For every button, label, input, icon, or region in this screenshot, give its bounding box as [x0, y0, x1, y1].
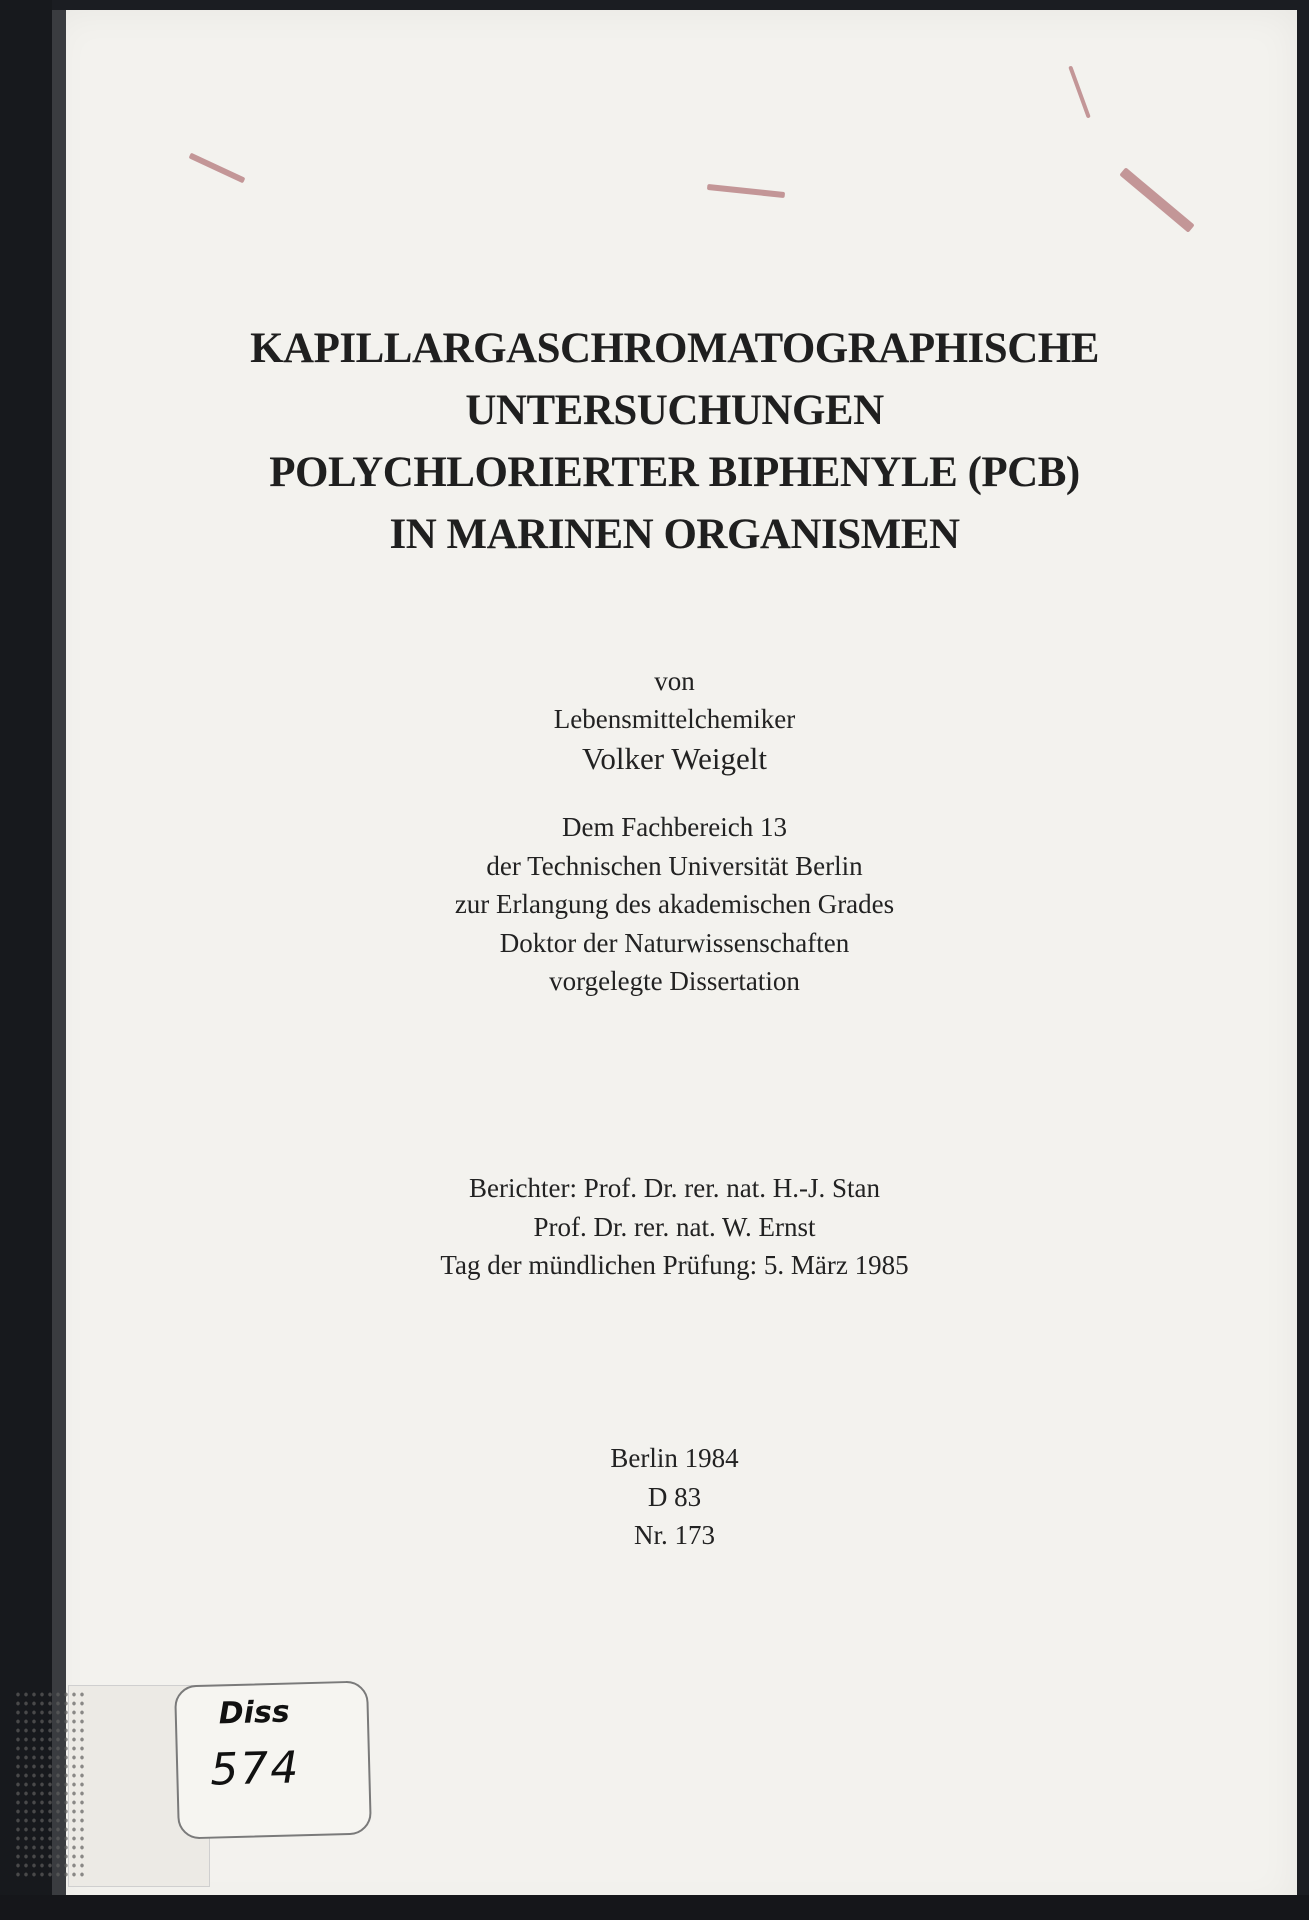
imprint-place-year: Berlin 1984 [610, 1443, 739, 1473]
dissertation-line-4: Doktor der Naturwissenschaften [499, 927, 850, 958]
dissertation-line-1: Dem Fachbereich 13 [562, 812, 787, 842]
author-preposition: von [654, 666, 695, 696]
stain-mark [707, 184, 785, 198]
dissertation-statement [52, 808, 1297, 1001]
background-edge [0, 1895, 1309, 1920]
title-page [52, 10, 1297, 1910]
author-block [52, 662, 1297, 780]
stain-mark [189, 153, 246, 184]
dissertation-line-3: zur Erlangung des akademischen Grades [454, 889, 895, 919]
title-line-4: IN MARINEN ORGANISMEN [389, 511, 960, 558]
dissertation-line-5: vorgelegte Dissertation [549, 966, 800, 996]
perforated-edge [14, 1690, 84, 1880]
stain-mark [1068, 65, 1091, 118]
dissertation-line-2: der Technischen Universität Berlin [486, 850, 863, 881]
stain-mark [1119, 167, 1194, 233]
author-name: Volker Weigelt [582, 741, 767, 776]
book-spine [0, 0, 52, 1920]
imprint-number: Nr. 173 [634, 1520, 715, 1550]
referee-line-1: Berichter: Prof. Dr. rer. nat. H.-J. Stan [469, 1173, 880, 1203]
library-label-line-1: Diss [218, 1694, 291, 1732]
exam-date-line: Tag der mündlichen Prüfung: 5. März 1985 [440, 1250, 909, 1280]
author-profession: Lebensmittelchemiker [553, 704, 796, 734]
title-line-2: UNTERSUCHUNGEN [465, 387, 884, 434]
title-line-1: KAPILLARGASCHROMATOGRAPHISCHE [250, 325, 1099, 372]
library-label [174, 1680, 372, 1839]
library-label-line-2: 574 [209, 1742, 301, 1796]
referee-line-2: Prof. Dr. rer. nat. W. Ernst [533, 1211, 816, 1242]
imprint-block [52, 1439, 1297, 1555]
referees-block [52, 1169, 1297, 1285]
imprint-university-code: D 83 [647, 1481, 702, 1512]
title-line-3: POLYCHLORIERTER BIPHENYLE (PCB) [269, 449, 1080, 496]
page-edge [52, 10, 66, 1910]
thesis-title [52, 318, 1297, 566]
